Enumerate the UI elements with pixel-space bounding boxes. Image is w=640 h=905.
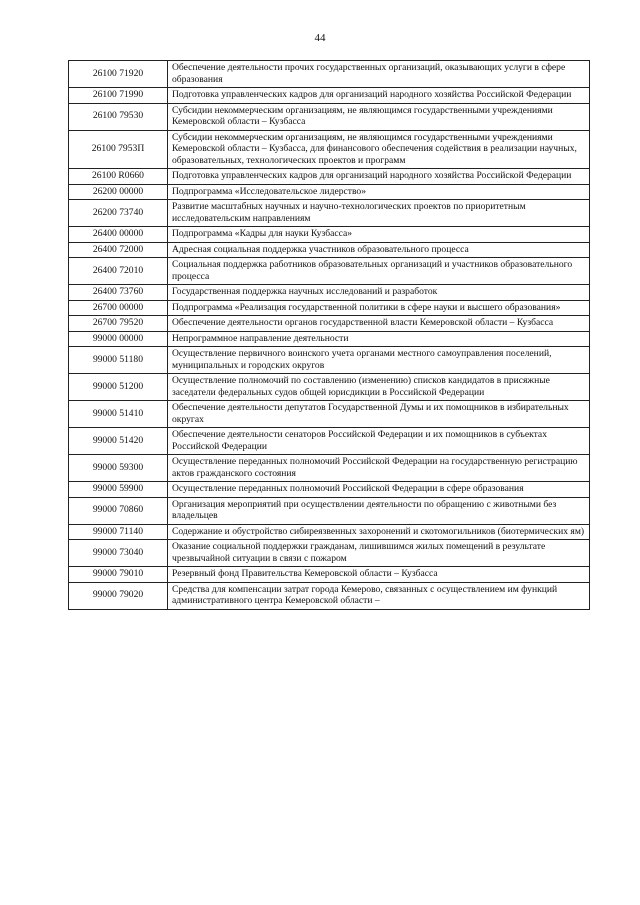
target-article-code: 99000 51410 bbox=[69, 401, 168, 428]
target-article-name: Обеспечение деятельности органов государственной власти Кемеровской области – Кузбасса bbox=[168, 316, 590, 332]
budget-classification-table bbox=[68, 60, 590, 610]
target-article-code: 26100 79530 bbox=[69, 103, 168, 130]
target-article-code: 26400 72000 bbox=[69, 242, 168, 258]
table-row bbox=[69, 130, 590, 169]
table-row bbox=[69, 497, 590, 524]
target-article-code: 26200 73740 bbox=[69, 200, 168, 227]
table-row bbox=[69, 582, 590, 609]
target-article-name: Обеспечение деятельности прочих государственных организаций, оказывающих услуги в сфере образования bbox=[168, 61, 590, 88]
target-article-name: Осуществление переданных полномочий Российской Федерации на государственную регистрацию актов гражданского состояния bbox=[168, 455, 590, 482]
target-article-name: Обеспечение деятельности сенаторов Российской Федерации и их помощников в субъектах Российской Федерации bbox=[168, 428, 590, 455]
target-article-code: 26400 00000 bbox=[69, 227, 168, 243]
target-article-name: Развитие масштабных научных и научно-технологических проектов по приоритетным исследовательским направлениям bbox=[168, 200, 590, 227]
target-article-name: Подготовка управленческих кадров для организаций народного хозяйства Российской Федерации bbox=[168, 169, 590, 185]
table-row bbox=[69, 103, 590, 130]
table-row bbox=[69, 567, 590, 583]
target-article-name: Субсидии некоммерческим организациям, не являющимся государственными учреждениями Кемеровской области – Кузбасса, для финансового обеспечения содействия в реализации научных, образовательных, технологических проектов и программ bbox=[168, 130, 590, 169]
target-article-name: Подпрограмма «Реализация государственной политики в сфере науки и высшего образования» bbox=[168, 300, 590, 316]
table-row bbox=[69, 455, 590, 482]
page-number: 44 bbox=[314, 32, 326, 44]
target-article-name: Организация мероприятий при осуществлении деятельности по обращению с животными без владельцев bbox=[168, 497, 590, 524]
target-article-name: Средства для компенсации затрат города Кемерово, связанных с осуществлением им функций административного центра Кемеровской области – bbox=[168, 582, 590, 609]
target-article-name: Адресная социальная поддержка участников образовательного процесса bbox=[168, 242, 590, 258]
target-article-code: 26700 79520 bbox=[69, 316, 168, 332]
target-article-code: 99000 51200 bbox=[69, 374, 168, 401]
table-row bbox=[69, 316, 590, 332]
table-row bbox=[69, 482, 590, 498]
table-row bbox=[69, 374, 590, 401]
table-row bbox=[69, 300, 590, 316]
table-row bbox=[69, 200, 590, 227]
target-article-code: 99000 79020 bbox=[69, 582, 168, 609]
table-row bbox=[69, 242, 590, 258]
target-article-name: Субсидии некоммерческим организациям, не являющимся государственными учреждениями Кемеровской области – Кузбасса bbox=[168, 103, 590, 130]
target-article-code: 26700 00000 bbox=[69, 300, 168, 316]
target-article-name: Осуществление полномочий по составлению (изменению) списков кандидатов в присяжные заседатели федеральных судов общей юрисдикции в Российской Федерации bbox=[168, 374, 590, 401]
target-article-name: Осуществление переданных полномочий Российской Федерации в сфере образования bbox=[168, 482, 590, 498]
target-article-code: 99000 73040 bbox=[69, 540, 168, 567]
table-row bbox=[69, 184, 590, 200]
table-row bbox=[69, 331, 590, 347]
table-row bbox=[69, 258, 590, 285]
target-article-code: 99000 71140 bbox=[69, 524, 168, 540]
target-article-code: 26100 71920 bbox=[69, 61, 168, 88]
target-article-code: 99000 51180 bbox=[69, 347, 168, 374]
target-article-code: 99000 79010 bbox=[69, 567, 168, 583]
target-article-name: Резервный фонд Правительства Кемеровской области – Кузбасса bbox=[168, 567, 590, 583]
target-article-name: Подпрограмма «Исследовательское лидерство» bbox=[168, 184, 590, 200]
target-article-code: 26100 R0660 bbox=[69, 169, 168, 185]
table-row bbox=[69, 169, 590, 185]
target-article-name: Содержание и обустройство сибиреязвенных захоронений и скотомогильников (биотермических ям) bbox=[168, 524, 590, 540]
target-article-name: Обеспечение деятельности депутатов Государственной Думы и их помощников в избирательных округах bbox=[168, 401, 590, 428]
target-article-name: Подпрограмма «Кадры для науки Кузбасса» bbox=[168, 227, 590, 243]
target-article-code: 99000 00000 bbox=[69, 331, 168, 347]
target-article-name: Оказание социальной поддержки гражданам, лишившимся жилых помещений в результате чрезвычайной ситуации в связи с пожаром bbox=[168, 540, 590, 567]
table-row bbox=[69, 347, 590, 374]
table-row bbox=[69, 88, 590, 104]
target-article-code: 26400 72010 bbox=[69, 258, 168, 285]
target-article-code: 26400 73760 bbox=[69, 285, 168, 301]
table-row bbox=[69, 540, 590, 567]
target-article-code: 99000 70860 bbox=[69, 497, 168, 524]
table-row bbox=[69, 428, 590, 455]
target-article-code: 99000 59300 bbox=[69, 455, 168, 482]
target-article-code: 99000 51420 bbox=[69, 428, 168, 455]
target-article-name: Социальная поддержка работников образовательных организаций и участников образовательного процесса bbox=[168, 258, 590, 285]
table-row bbox=[69, 524, 590, 540]
table-row bbox=[69, 61, 590, 88]
target-article-name: Непрограммное направление деятельности bbox=[168, 331, 590, 347]
target-article-code: 26100 71990 bbox=[69, 88, 168, 104]
target-article-code: 26200 00000 bbox=[69, 184, 168, 200]
target-article-name: Государственная поддержка научных исследований и разработок bbox=[168, 285, 590, 301]
target-article-code: 99000 59900 bbox=[69, 482, 168, 498]
table-row bbox=[69, 227, 590, 243]
target-article-name: Осуществление первичного воинского учета органами местного самоуправления поселений, муниципальных и городских округов bbox=[168, 347, 590, 374]
table-body bbox=[69, 61, 590, 610]
table-row bbox=[69, 285, 590, 301]
table-row bbox=[69, 401, 590, 428]
target-article-name: Подготовка управленческих кадров для организаций народного хозяйства Российской Федерации bbox=[168, 88, 590, 104]
target-article-code: 26100 7953П bbox=[69, 130, 168, 169]
